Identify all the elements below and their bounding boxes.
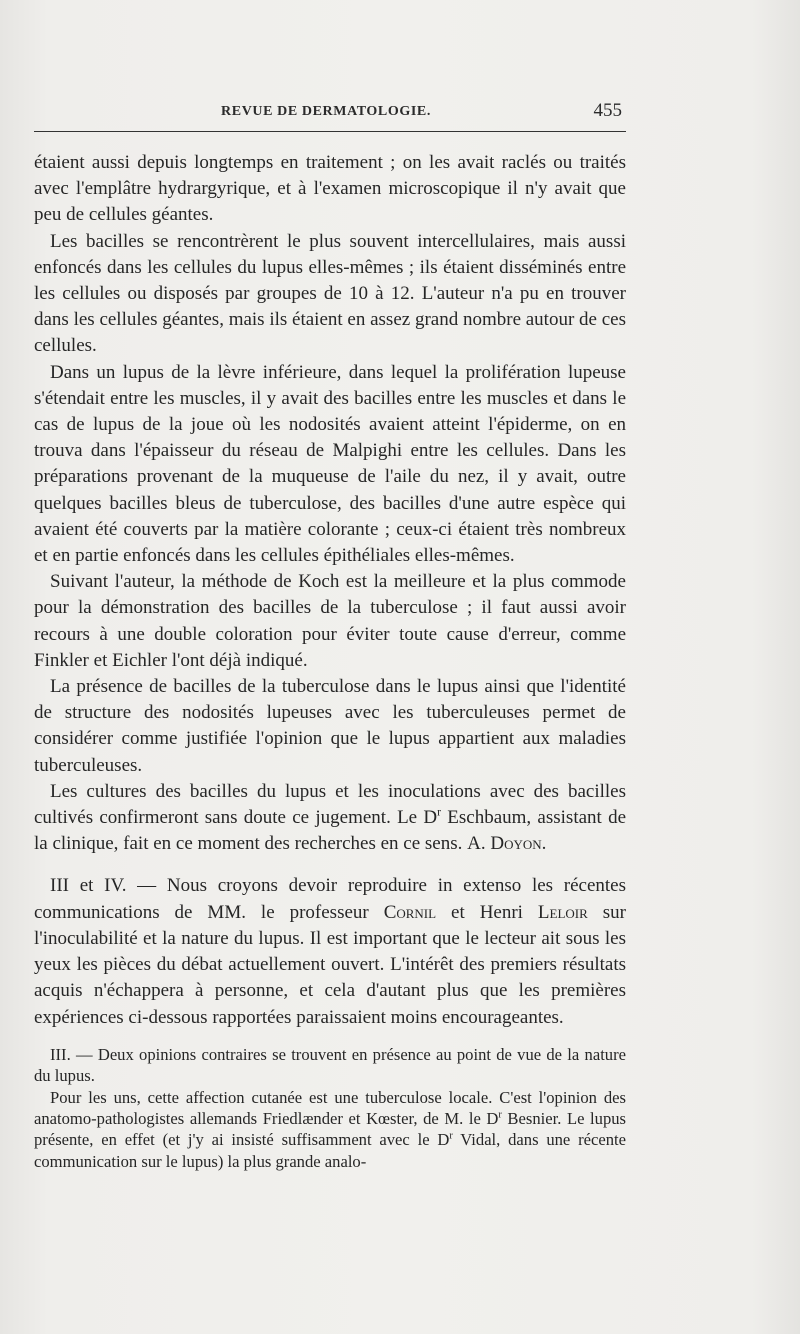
paragraph-bacilles: Les bacilles se rencontrèrent le plus souvent intercellulaires, mais aussi enfoncés dans les cellules du lupus elles-mêmes ; ils étaient disséminés entre les cellules ou disposés par groupes de 10 à 12. L'auteur n'a pu en trouver dans les cellules géantes, mais ils étaient en assez grand nombre autour de ces cellules.	[34, 230, 626, 357]
uns-text-3: Vidal, dans une récente communication sur le lupus) la plus grande analo-	[34, 1130, 626, 1171]
paragraph-iii-opinions: III. — Deux opinions contraires se trouvent en présence au point de vue de la nature du lupus.	[34, 1044, 626, 1086]
page-number: 455	[593, 100, 622, 121]
cultures-sup: r	[437, 805, 442, 819]
paragraph-cultures	[34, 779, 626, 858]
section-intro-text-2: et Henri	[436, 901, 538, 923]
uns-sup-1: r	[498, 1109, 502, 1121]
section-intro-text: III et IV. — Nous croyons devoir reproduire in extenso les récentes communications de MM. le professeur	[34, 875, 626, 923]
page-body	[34, 150, 626, 1172]
paragraph-levre: Dans un lupus de la lèvre inférieure, dans lequel la prolifération lupeuse s'étendait entre les muscles, il y avait des bacilles entre les muscles et dans le cas de lupus de la joue où les nodosités avaient atteint l'épiderme, on en trouva dans l'épaisseur du réseau de Malpighi entre les cellules. Dans les préparations provenant de la muqueuse de l'aile du nez, il y avait, outre quelques bacilles bleus de tuberculose, des bacilles d'une autre espèce qui avaient été couverts par la matière colorante ; ceux-ci étaient très nombreux et en partie enfoncés dans les cellules épithéliales elles-mêmes.	[34, 361, 626, 567]
uns-sup-2: r	[449, 1130, 453, 1142]
uns-text-1: Pour les uns, cette affection cutanée est une tuberculose locale. C'est l'opinion des anatomo-pathologistes allemands Friedlænder et Kœster, de M. le D	[34, 1087, 626, 1128]
paragraph-continued: étaient aussi depuis longtemps en traitement ; on les avait raclés ou traités avec l'emplâtre hydrargyrique, et à l'examen microscopique il n'y avait que peu de cellules géantes.	[34, 152, 626, 226]
author-name-cornil: Cornil	[383, 901, 437, 923]
section-intro-text-3: sur l'inoculabilité et la nature du lupus. Il est important que le lecteur ait sous les yeux les pièces du débat actuellement ouvert. L'intérêt des premiers résultats acquis n'échappera à personne, et cela d'autant plus que les premières expériences ci-dessous rapportées paraissaient moins encourageantes.	[34, 901, 626, 1028]
uns-text-2: Besnier. Le lupus présente, en effet (et j'y ai insisté suffisamment avec le D	[34, 1108, 627, 1150]
running-title: REVUE DE DERMATOLOGIE.	[221, 104, 431, 119]
paragraph-presence: La présence de bacilles de la tuberculose dans le lupus ainsi que l'identité de structure des nodosités lupeuses avec les tuberculeuses permet de considérer comme justifiée l'opinion que le lupus appartient aux maladies tuberculeuses.	[34, 676, 626, 776]
header-rule	[34, 131, 626, 132]
cultures-text: Les cultures des bacilles du lupus et les inoculations avec des bacilles cultivés confirmeront sans doute ce jugement. Le D	[34, 780, 626, 829]
paragraph-methode-koch: Suivant l'auteur, la méthode de Koch est la meilleure et la plus commode pour la démonstration des bacilles de la tuberculose ; il faut aussi avoir recours à une double coloration pour éviter toute cause d'erreur, comme Finkler et Eichler l'ont déjà indiqué.	[34, 571, 626, 671]
paragraph-section-iii-iv	[34, 873, 626, 1030]
author-signature: A. Doyon.	[467, 833, 547, 855]
cultures-text-end: Eschbaum, assistant de la clinique, fait en ce moment des recherches en ce sens.	[34, 807, 626, 855]
author-name-leloir: Leloir	[537, 901, 588, 923]
paragraph-pour-les-uns	[34, 1087, 626, 1173]
